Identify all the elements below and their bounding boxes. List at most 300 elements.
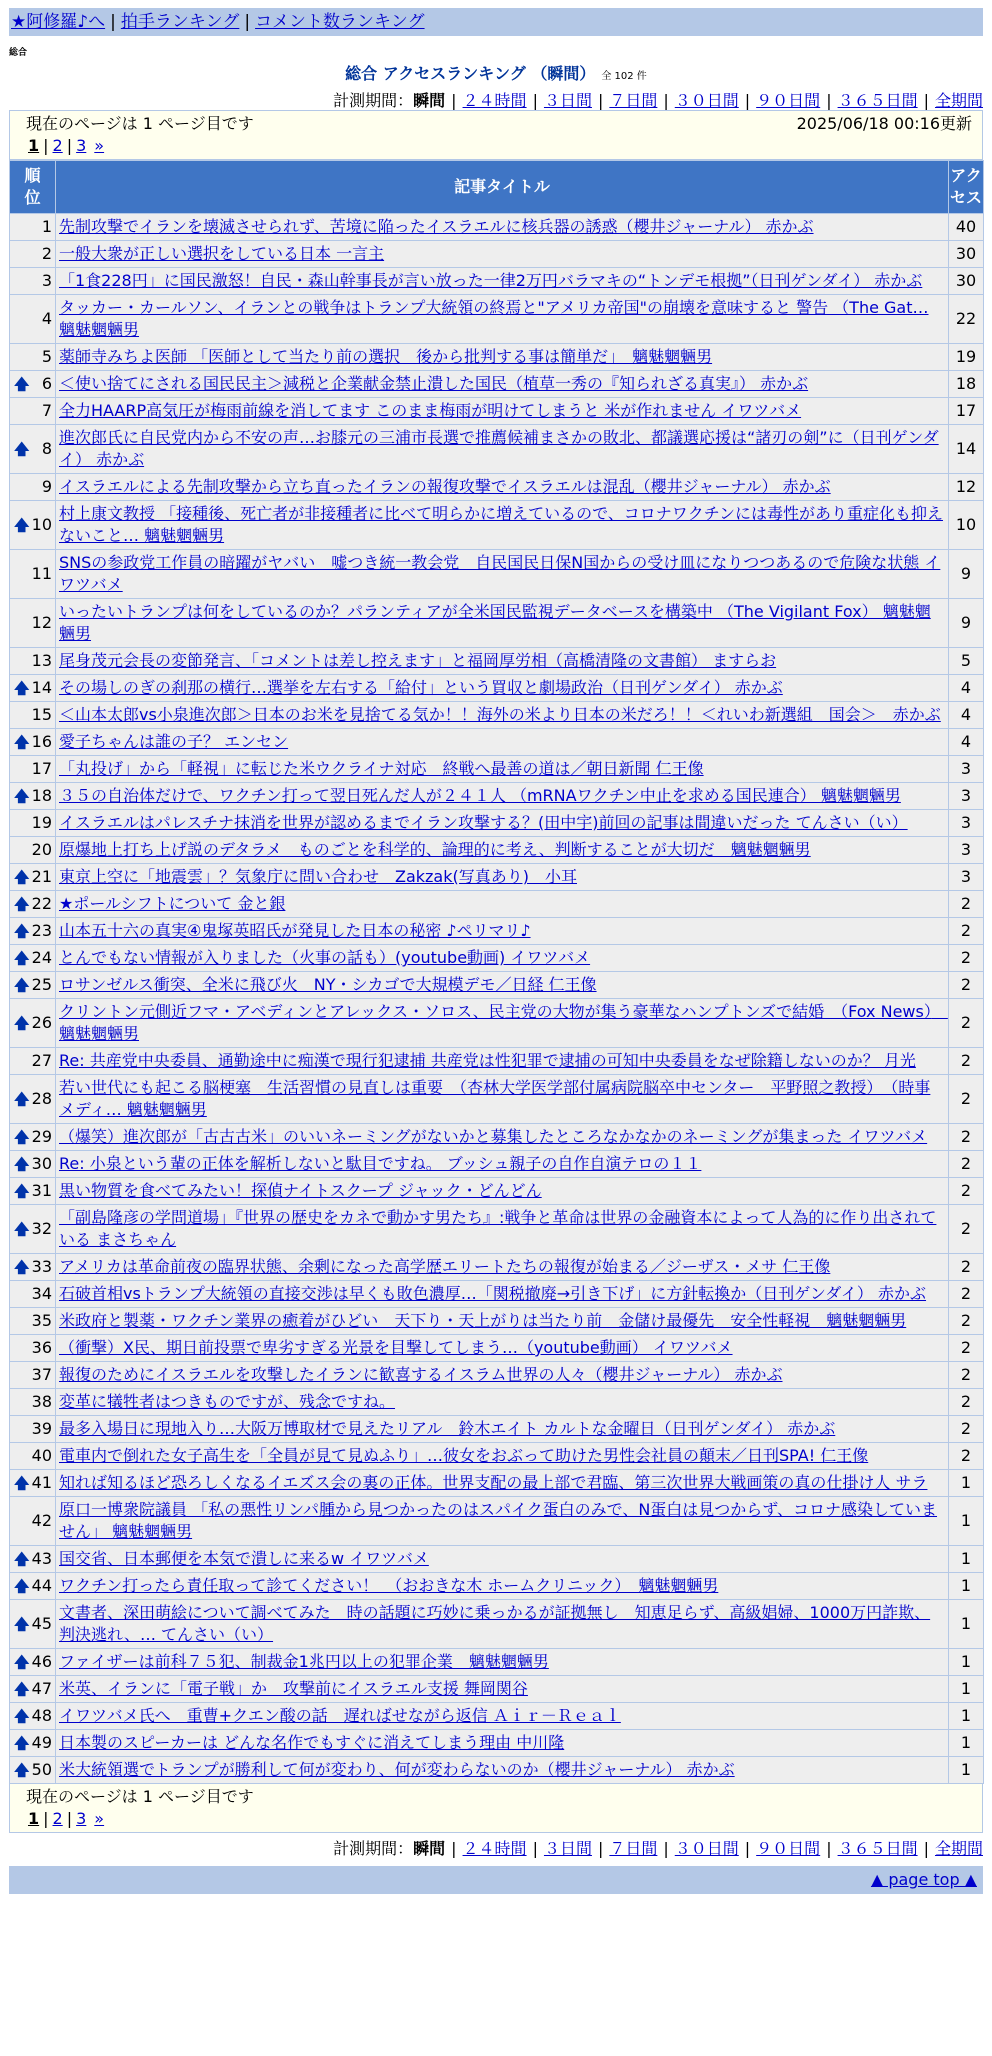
article-link[interactable]: クリントン元側近フマ・アベディンとアレックス・ソロス、民主党の大物が集う豪華なハンプトンズで結婚 （Fox News） 魑魅魍魎男 (59, 1002, 948, 1043)
table-row (10, 837, 984, 864)
article-link[interactable]: ロサンゼルス衝突、全米に飛び火 NY・シカゴで大規模デモ／日経 仁王像 (59, 975, 597, 994)
article-link[interactable]: ファイザーは前科７５犯、制裁金1兆円以上の犯罪企業 魑魅魍魎男 (59, 1652, 549, 1671)
period-option-link[interactable]: ７日間 (609, 91, 658, 110)
title-cell (56, 344, 949, 371)
title-cell (56, 1335, 949, 1362)
title-cell (56, 648, 949, 675)
rank-number: 41 (31, 1473, 52, 1492)
access-count: 10 (949, 501, 984, 550)
rank-number: 40 (31, 1446, 52, 1465)
access-count: 2 (949, 1335, 984, 1362)
table-header-row (10, 161, 984, 214)
rank-number: 26 (31, 1013, 52, 1032)
article-link[interactable]: 最多入場日に現地入り…大阪万博取材で見えたリアル 鈴木エイト カルトな金曜日（日刊ゲンダイ） 赤かぶ (59, 1419, 836, 1438)
title-cell (56, 1600, 949, 1649)
rank-number: 9 (41, 477, 52, 496)
article-link[interactable]: その場しのぎの刹那の横行…選挙を左右する「給付」という買収と劇場政治（日刊ゲンダイ） 赤かぶ (59, 678, 783, 697)
page-next-link[interactable]: » (94, 136, 105, 155)
article-link[interactable]: SNSの参政党工作員の暗躍がヤバい 嘘つき統一教会党 自民国民日保N国からの受け皿になりつつあるので危険な状態 イワツバメ (59, 553, 941, 594)
period-separator: | (923, 91, 929, 110)
title-cell (56, 241, 949, 268)
article-link[interactable]: ＜山本太郎vs小泉進次郎＞日本のお米を見捨てる気か！！海外の米より日本の米だろ！！＜れいわ新選組 国会＞ 赤かぶ (59, 705, 941, 724)
article-link[interactable]: イワツバメ氏へ 重曹+クエン酸の話 遅ればせながら返信 Ａｉｒ－Ｒｅａｌ (59, 1706, 621, 1725)
article-link[interactable]: 進次郎氏に自民党内から不安の声…お膝元の三浦市長選で推薦候補まさかの敗北、都議選応援は“諸刃の剣”に（日刊ゲンダイ） 赤かぶ (59, 428, 939, 469)
title-cell (56, 1075, 949, 1124)
total-count: 全 102 件 (601, 71, 647, 82)
up-arrow-icon: 🡅 (14, 868, 30, 886)
article-link[interactable]: 米英、イランに「電子戦」か 攻撃前にイスラエル支援 舞岡関谷 (59, 1679, 528, 1698)
access-count: 2 (949, 1416, 984, 1443)
article-link[interactable]: アメリカは革命前夜の臨界状態、余剰になった高学歴エリートたちの報復が始まる／ジーザス・メサ 仁王像 (59, 1257, 831, 1276)
article-link[interactable]: イスラエルによる先制攻撃から立ち直ったイランの報復攻撃でイスラエルは混乱（櫻井ジャーナル） 赤かぶ (59, 477, 831, 496)
period-selected: 瞬間 (413, 1839, 446, 1858)
period-separator: | (597, 91, 604, 110)
title-cell (56, 810, 949, 837)
article-link[interactable]: 愛子ちゃんは誰の子？ エンセン (59, 732, 289, 751)
table-row (10, 1649, 984, 1676)
title-cell (56, 918, 949, 945)
article-link[interactable]: 村上康文教授 「接種後、死亡者が非接種者に比べて明らかに増えているので、コロナワクチンには毒性があり重症化も抑えないこと… 魑魅魍魎男 (59, 504, 943, 545)
rank-cell (10, 945, 56, 972)
clap-ranking-link[interactable]: 拍手ランキング (120, 12, 240, 32)
article-link[interactable]: ★ポールシフトについて 金と銀 (59, 894, 286, 913)
up-arrow-icon: 🡅 (14, 1707, 30, 1725)
rank-number: 44 (31, 1576, 52, 1595)
table-row (10, 268, 984, 295)
period-option-link[interactable]: 全期間 (934, 91, 983, 110)
page-separator: | (66, 1809, 73, 1828)
top-nav-bar (9, 8, 983, 36)
table-row (10, 675, 984, 702)
access-count: 1 (949, 1703, 984, 1730)
rank-number: 21 (31, 867, 52, 886)
title-cell (56, 398, 949, 425)
title-cell (56, 1048, 949, 1075)
title-cell (56, 972, 949, 999)
title-cell (56, 371, 949, 398)
article-link[interactable]: 国交省、日本郵便を本気で潰しに来るw イワツバメ (59, 1549, 429, 1568)
table-row (10, 1075, 984, 1124)
pager-top (9, 110, 983, 160)
rank-number: 37 (31, 1365, 52, 1384)
up-arrow-icon: 🡅 (14, 1577, 30, 1595)
rank-cell (10, 501, 56, 550)
period-option-link[interactable]: ３６５日間 (837, 1839, 918, 1858)
period-option-link[interactable]: ９０日間 (756, 91, 821, 110)
title-cell (56, 891, 949, 918)
article-link[interactable]: （爆笑）進次郎が「古古古米」のいいネーミングがないかと募集したところなかなかのネーミングが集まった イワツバメ (59, 1127, 928, 1146)
access-count: 1 (949, 1757, 984, 1784)
rank-number: 29 (31, 1127, 52, 1146)
up-arrow-icon: 🡅 (14, 1680, 30, 1698)
page-current: 1 (28, 136, 40, 155)
table-row (10, 1048, 984, 1075)
period-option-link[interactable]: ９０日間 (756, 1839, 821, 1858)
table-row (10, 1178, 984, 1205)
table-row (10, 474, 984, 501)
rank-cell (10, 1470, 56, 1497)
period-separator: | (663, 1839, 669, 1858)
header-rank: 順 位 (10, 161, 56, 214)
title-cell (56, 1649, 949, 1676)
table-row (10, 945, 984, 972)
article-link[interactable]: 知れば知るほど恐ろしくなるイエズス会の裏の正体。世界支配の最上部で君臨、第三次世界大戦画策の真の仕掛け人 サラ (59, 1473, 928, 1492)
article-link[interactable]: 一般大衆が正しい選択をしている日本 一言主 (59, 244, 385, 263)
up-arrow-icon: 🡅 (14, 976, 30, 994)
rank-cell (10, 1362, 56, 1389)
up-arrow-icon: 🡅 (14, 1220, 30, 1238)
article-link[interactable]: Re: 共産党中央委員、通勤途中に痴漢で現行犯逮捕 共産党は性犯罪で逮捕の可知中央委員をなぜ除籍しないのか？ 月光 (59, 1051, 916, 1070)
period-selector-top (9, 88, 983, 110)
article-link[interactable]: タッカー・カールソン、イランとの戦争はトランプ大統領の終焉と"アメリカ帝国"の崩壊を意味すると 警告 （The Gat… 魑魅魍魎男 (59, 298, 929, 339)
access-count: 1 (949, 1573, 984, 1600)
article-link[interactable]: 先制攻撃でイランを壊滅させられず、苦境に陥ったイスラエルに核兵器の誘惑（櫻井ジャーナル） 赤かぶ (59, 217, 814, 236)
table-row (10, 1389, 984, 1416)
title-cell (56, 474, 949, 501)
rank-cell (10, 1546, 56, 1573)
article-link[interactable]: 「副島隆彦の学問道場」『世界の歴史をカネで動かす男たち』:戦争と革命は世界の金融資本によって人為的に作り出されている まさちゃん (59, 1208, 937, 1249)
table-row (10, 729, 984, 756)
rank-cell (10, 1600, 56, 1649)
up-arrow-icon: 🡅 (14, 1014, 30, 1032)
rank-cell (10, 1649, 56, 1676)
rank-cell (10, 214, 56, 241)
up-arrow-icon: 🡅 (14, 1653, 30, 1671)
page-links (26, 135, 972, 157)
up-arrow-icon: 🡅 (14, 1550, 30, 1568)
table-row (10, 1124, 984, 1151)
article-link[interactable]: 原口一博衆院議員 「私の悪性リンパ腫から見つかったのはスパイク蛋白のみで、N蛋白は見つからず、コロナ感染していません」 魑魅魍魎男 (59, 1500, 938, 1541)
title-cell (56, 1676, 949, 1703)
title-cell (56, 1470, 949, 1497)
article-link[interactable]: 原爆地上打ち上げ説のデタラメ ものごとを科学的、論理的に考え、判断することが大切だ 魑魅魍魎男 (59, 840, 811, 859)
period-option-link[interactable]: ３日間 (543, 91, 592, 110)
article-link[interactable]: 黒い物質を食べてみたい！探偵ナイトスクープ ジャック・どんどん (59, 1181, 542, 1200)
rank-number: 27 (31, 1051, 52, 1070)
page-link[interactable]: 3 (76, 1809, 87, 1828)
access-count: 2 (949, 945, 984, 972)
article-link[interactable]: 変革に犠牲者はつきものですが、残念ですね。 (59, 1392, 396, 1411)
access-count: 2 (949, 918, 984, 945)
article-link[interactable]: 報復のためにイスラエルを攻撃したイランに歓喜するイスラム世界の人々（櫻井ジャーナル） 赤かぶ (59, 1365, 783, 1384)
article-link[interactable]: 薬師寺みちよ医師 「医師として当たり前の選択 後から批判する事は簡単だ」 魑魅魍魎男 (59, 347, 713, 366)
article-link[interactable]: イスラエルはパレスチナ抹消を世界が認めるまでイラン攻撃する？(田中宇)前回の記事は間違いだった てんさい（い） (59, 813, 908, 832)
page-link[interactable]: 2 (52, 1809, 63, 1828)
up-arrow-icon: 🡅 (14, 1128, 30, 1146)
access-count: 2 (949, 1178, 984, 1205)
table-row (10, 1151, 984, 1178)
article-link[interactable]: ＜使い捨てにされる国民民主＞減税と企業献金禁止潰した国民（植草一秀の『知られざる真実』） 赤かぶ (59, 374, 809, 393)
access-count: 1 (949, 1470, 984, 1497)
rank-cell (10, 756, 56, 783)
period-option-link[interactable]: ２４時間 (462, 91, 527, 110)
rank-number: 8 (41, 439, 52, 458)
table-row (10, 1573, 984, 1600)
rank-number: 32 (31, 1219, 52, 1238)
rank-number: 30 (31, 1154, 52, 1173)
article-link[interactable]: 米大統領選でトランプが勝利して何が変わり、何が変わらないのか（櫻井ジャーナル） 赤かぶ (59, 1760, 735, 1779)
rank-cell (10, 999, 56, 1048)
rank-cell (10, 1075, 56, 1124)
rank-cell (10, 1730, 56, 1757)
title-cell (56, 501, 949, 550)
rank-number: 5 (41, 347, 52, 366)
access-count: 3 (949, 810, 984, 837)
access-count: 2 (949, 1124, 984, 1151)
table-row (10, 648, 984, 675)
page-top-link[interactable]: ▲ page top ▲ (870, 1870, 977, 1889)
access-count: 40 (949, 214, 984, 241)
period-separator: | (744, 91, 751, 110)
article-link[interactable]: 文書者、深田萌絵について調べてみた 時の話題に巧妙に乗っかるが証拠無し 知恵足らず、高級娼婦、1000万円詐欺、判決逃れ、… てんさい（い） (59, 1603, 931, 1644)
comment-ranking-link[interactable]: コメント数ランキング (255, 12, 425, 32)
access-count: 2 (949, 1308, 984, 1335)
pager-bottom (9, 1784, 983, 1833)
access-count: 2 (949, 1443, 984, 1470)
period-separator: | (532, 91, 538, 110)
article-link[interactable]: いったいトランプは何をしているのか？パランティアが全米国民監視データベースを構築中 （The Vigilant Fox） 魑魅魍魎男 (59, 602, 931, 643)
access-count: 9 (949, 599, 984, 648)
rank-cell (10, 837, 56, 864)
period-option-link[interactable]: ３６５日間 (837, 91, 918, 110)
access-count: 19 (949, 344, 984, 371)
page-separator: | (43, 1809, 49, 1828)
table-row (10, 398, 984, 425)
access-count: 1 (949, 1676, 984, 1703)
table-row (10, 1281, 984, 1308)
rank-cell (10, 810, 56, 837)
table-row (10, 702, 984, 729)
article-link[interactable]: 尾身茂元会長の変節発言、「コメントは差し控えます」と福岡厚労相（高橋清隆の文書館） ますらお (59, 651, 777, 670)
up-arrow-icon: 🡅 (14, 1182, 30, 1200)
table-row (10, 783, 984, 810)
access-count: 1 (949, 1730, 984, 1757)
table-row (10, 1600, 984, 1649)
rank-cell (10, 891, 56, 918)
rank-cell (10, 1048, 56, 1075)
rank-number: 10 (31, 515, 52, 534)
access-count: 2 (949, 1281, 984, 1308)
title-cell (56, 1573, 949, 1600)
table-row (10, 1335, 984, 1362)
title-cell (56, 999, 949, 1048)
rank-number: 50 (31, 1760, 52, 1779)
up-arrow-icon: 🡅 (14, 1734, 30, 1752)
table-row (10, 1416, 984, 1443)
table-row (10, 1676, 984, 1703)
article-link[interactable]: 若い世代にも起こる脳梗塞 生活習慣の見直しは重要 （杏林大学医学部付属病院脳卒中センター 平野照之教授） （時事メディ… 魑魅魍魎男 (59, 1078, 931, 1119)
rank-cell (10, 918, 56, 945)
table-row (10, 1362, 984, 1389)
rank-number: 18 (31, 786, 52, 805)
rank-cell (10, 1205, 56, 1254)
title-cell (56, 945, 949, 972)
period-separator: | (826, 1839, 832, 1858)
title-cell (56, 1308, 949, 1335)
access-count: 3 (949, 864, 984, 891)
title-cell (56, 1151, 949, 1178)
title-cell (56, 550, 949, 599)
table-row (10, 999, 984, 1048)
rank-cell (10, 295, 56, 344)
access-count: 3 (949, 756, 984, 783)
page-next-link[interactable]: » (94, 1809, 105, 1828)
article-link[interactable]: 「丸投げ」から「軽視」に転じた米ウクライナ対応 終戦へ最善の道は／朝日新聞 仁王像 (59, 759, 704, 778)
table-row (10, 1546, 984, 1573)
page-title-row (9, 61, 983, 84)
rank-cell (10, 1308, 56, 1335)
rank-number: 1 (41, 217, 52, 236)
rank-cell (10, 1151, 56, 1178)
article-link[interactable]: 米政府と製薬・ワクチン業界の癒着がひどい 天下り・天上がりは当たり前 金儲け最優先 安全性軽視 魑魅魍魎男 (59, 1311, 907, 1330)
rank-cell (10, 1443, 56, 1470)
rank-number: 43 (31, 1549, 52, 1568)
rank-number: 48 (31, 1706, 52, 1725)
access-count: 9 (949, 550, 984, 599)
table-row (10, 1205, 984, 1254)
rank-number: 17 (31, 759, 52, 778)
rank-number: 11 (31, 564, 52, 583)
up-arrow-icon: 🡅 (14, 949, 30, 967)
rank-number: 19 (31, 813, 52, 832)
article-link[interactable]: ３５の自治体だけで、ワクチン打って翌日死んだ人が２４１人 （mRNAワクチン中止を求める国民連合） 魑魅魍魎男 (59, 786, 901, 805)
period-option-link[interactable]: ７日間 (609, 1839, 658, 1858)
rank-number: 46 (31, 1652, 52, 1671)
title-cell (56, 295, 949, 344)
up-arrow-icon: 🡅 (14, 1615, 30, 1633)
article-link[interactable]: ワクチン打ったら責任取って診てください！ （おおきな木 ホームクリニック） 魑魅魍魎男 (59, 1576, 719, 1595)
rank-number: 31 (31, 1181, 52, 1200)
title-cell (56, 1389, 949, 1416)
rank-cell (10, 1703, 56, 1730)
page-links (26, 1808, 972, 1830)
up-arrow-icon: 🡅 (14, 1090, 30, 1108)
up-arrow-icon: 🡅 (14, 375, 30, 393)
rank-cell (10, 783, 56, 810)
access-count: 30 (949, 268, 984, 295)
page-link[interactable]: 2 (52, 136, 63, 155)
title-cell (56, 1757, 949, 1784)
table-row (10, 756, 984, 783)
rank-number: 42 (31, 1511, 52, 1530)
rank-number: 4 (41, 309, 52, 328)
period-option-link[interactable]: 全期間 (934, 1839, 983, 1858)
rank-number: 6 (41, 374, 52, 393)
title-cell (56, 1730, 949, 1757)
table-row (10, 295, 984, 344)
period-label: 計測期間： (333, 1839, 414, 1858)
rank-cell (10, 344, 56, 371)
rank-cell (10, 702, 56, 729)
table-row (10, 810, 984, 837)
table-row (10, 972, 984, 999)
rank-cell (10, 474, 56, 501)
rank-number: 2 (41, 244, 52, 263)
article-link[interactable]: 東京上空に「地震雲」？気象庁に問い合わせ Zakzak(写真あり) 小耳 (59, 867, 577, 886)
access-count: 2 (949, 972, 984, 999)
article-link[interactable]: とんでもない情報が入りました（火事の話も）(youtube動画) イワツバメ (59, 948, 591, 967)
title-cell (56, 1205, 949, 1254)
category-label: 総合 (9, 48, 28, 58)
rank-number: 7 (41, 401, 52, 420)
table-row (10, 1703, 984, 1730)
rank-number: 16 (31, 732, 52, 751)
table-row (10, 1254, 984, 1281)
title-cell (56, 1546, 949, 1573)
rank-cell (10, 1178, 56, 1205)
article-link[interactable]: 山本五十六の真実④鬼塚英昭氏が発見した日本の秘密 ♪ペリマリ♪ (59, 921, 531, 940)
up-arrow-icon: 🡅 (14, 1258, 30, 1276)
title-cell (56, 783, 949, 810)
home-link[interactable]: ★阿修羅♪へ (11, 12, 106, 32)
rank-cell (10, 599, 56, 648)
title-cell (56, 214, 949, 241)
table-row (10, 1308, 984, 1335)
period-separator: | (923, 1839, 929, 1858)
rank-cell (10, 398, 56, 425)
up-arrow-icon: 🡅 (14, 787, 30, 805)
access-count: 3 (949, 837, 984, 864)
rank-number: 23 (31, 921, 52, 940)
ranking-table (9, 160, 984, 1784)
rank-cell (10, 864, 56, 891)
up-arrow-icon: 🡅 (14, 1474, 30, 1492)
article-link[interactable]: Re: 小泉という輩の正体を解析しないと駄目ですね。 ブッシュ親子の自作自演テロの１１ (59, 1154, 702, 1173)
table-row (10, 1443, 984, 1470)
rank-number: 22 (31, 894, 52, 913)
period-option-link[interactable]: ３０日間 (674, 91, 739, 110)
access-count: 1 (949, 1600, 984, 1649)
article-link[interactable]: （衝撃）X民、期日前投票で卑劣すぎる光景を目撃してしまう…（youtube動画） イワツバメ (59, 1338, 733, 1357)
period-option-link[interactable]: ２４時間 (462, 1839, 527, 1858)
period-separator: | (451, 1839, 457, 1858)
table-row (10, 344, 984, 371)
article-link[interactable]: 電車内で倒れた女子高生を「全員が見て見ぬふり」…彼女をおぶって助けた男性会社員の顛末／日刊SPA! 仁王像 (59, 1446, 869, 1465)
table-row (10, 918, 984, 945)
nav-separator: | (110, 12, 116, 32)
article-link[interactable]: 石破首相vsトランプ大統領の直接交渉は早くも敗色濃厚…「関税撤廃→引き下げ」に方針転換か（日刊ゲンダイ） 赤かぶ (59, 1284, 927, 1303)
access-count: 1 (949, 1546, 984, 1573)
table-row (10, 371, 984, 398)
article-link[interactable]: 日本製のスピーカーは どんな名作でもすぐに消えてしまう理由 中川隆 (59, 1733, 565, 1752)
title-cell (56, 425, 949, 474)
access-count: 2 (949, 1048, 984, 1075)
title-cell (56, 729, 949, 756)
up-arrow-icon: 🡅 (14, 1155, 30, 1173)
rank-cell (10, 1335, 56, 1362)
title-cell (56, 837, 949, 864)
header-title: 記事タイトル (56, 161, 949, 214)
rank-cell (10, 1497, 56, 1546)
page-separator: | (43, 136, 49, 155)
header-access: アク セス (949, 161, 984, 214)
title-cell (56, 268, 949, 295)
access-count: 3 (949, 783, 984, 810)
title-cell (56, 1254, 949, 1281)
period-option-link[interactable]: ３日間 (543, 1839, 592, 1858)
title-cell (56, 1416, 949, 1443)
access-count: 1 (949, 1497, 984, 1546)
nav-separator: | (244, 12, 251, 32)
article-link[interactable]: 「1食228円」に国民激怒！自民・森山幹事長が言い放った一律2万円バラマキの“トンデモ根拠”（日刊ゲンダイ） 赤かぶ (59, 271, 923, 290)
table-row (10, 1757, 984, 1784)
period-separator: | (826, 91, 832, 110)
rank-number: 12 (31, 613, 52, 632)
page-link[interactable]: 3 (76, 136, 87, 155)
table-row (10, 599, 984, 648)
period-option-link[interactable]: ３０日間 (674, 1839, 739, 1858)
article-link[interactable]: 全力HAARP高気圧が梅雨前線を消してます このまま梅雨が明けてしまうと 米が作れません イワツバメ (59, 401, 802, 420)
